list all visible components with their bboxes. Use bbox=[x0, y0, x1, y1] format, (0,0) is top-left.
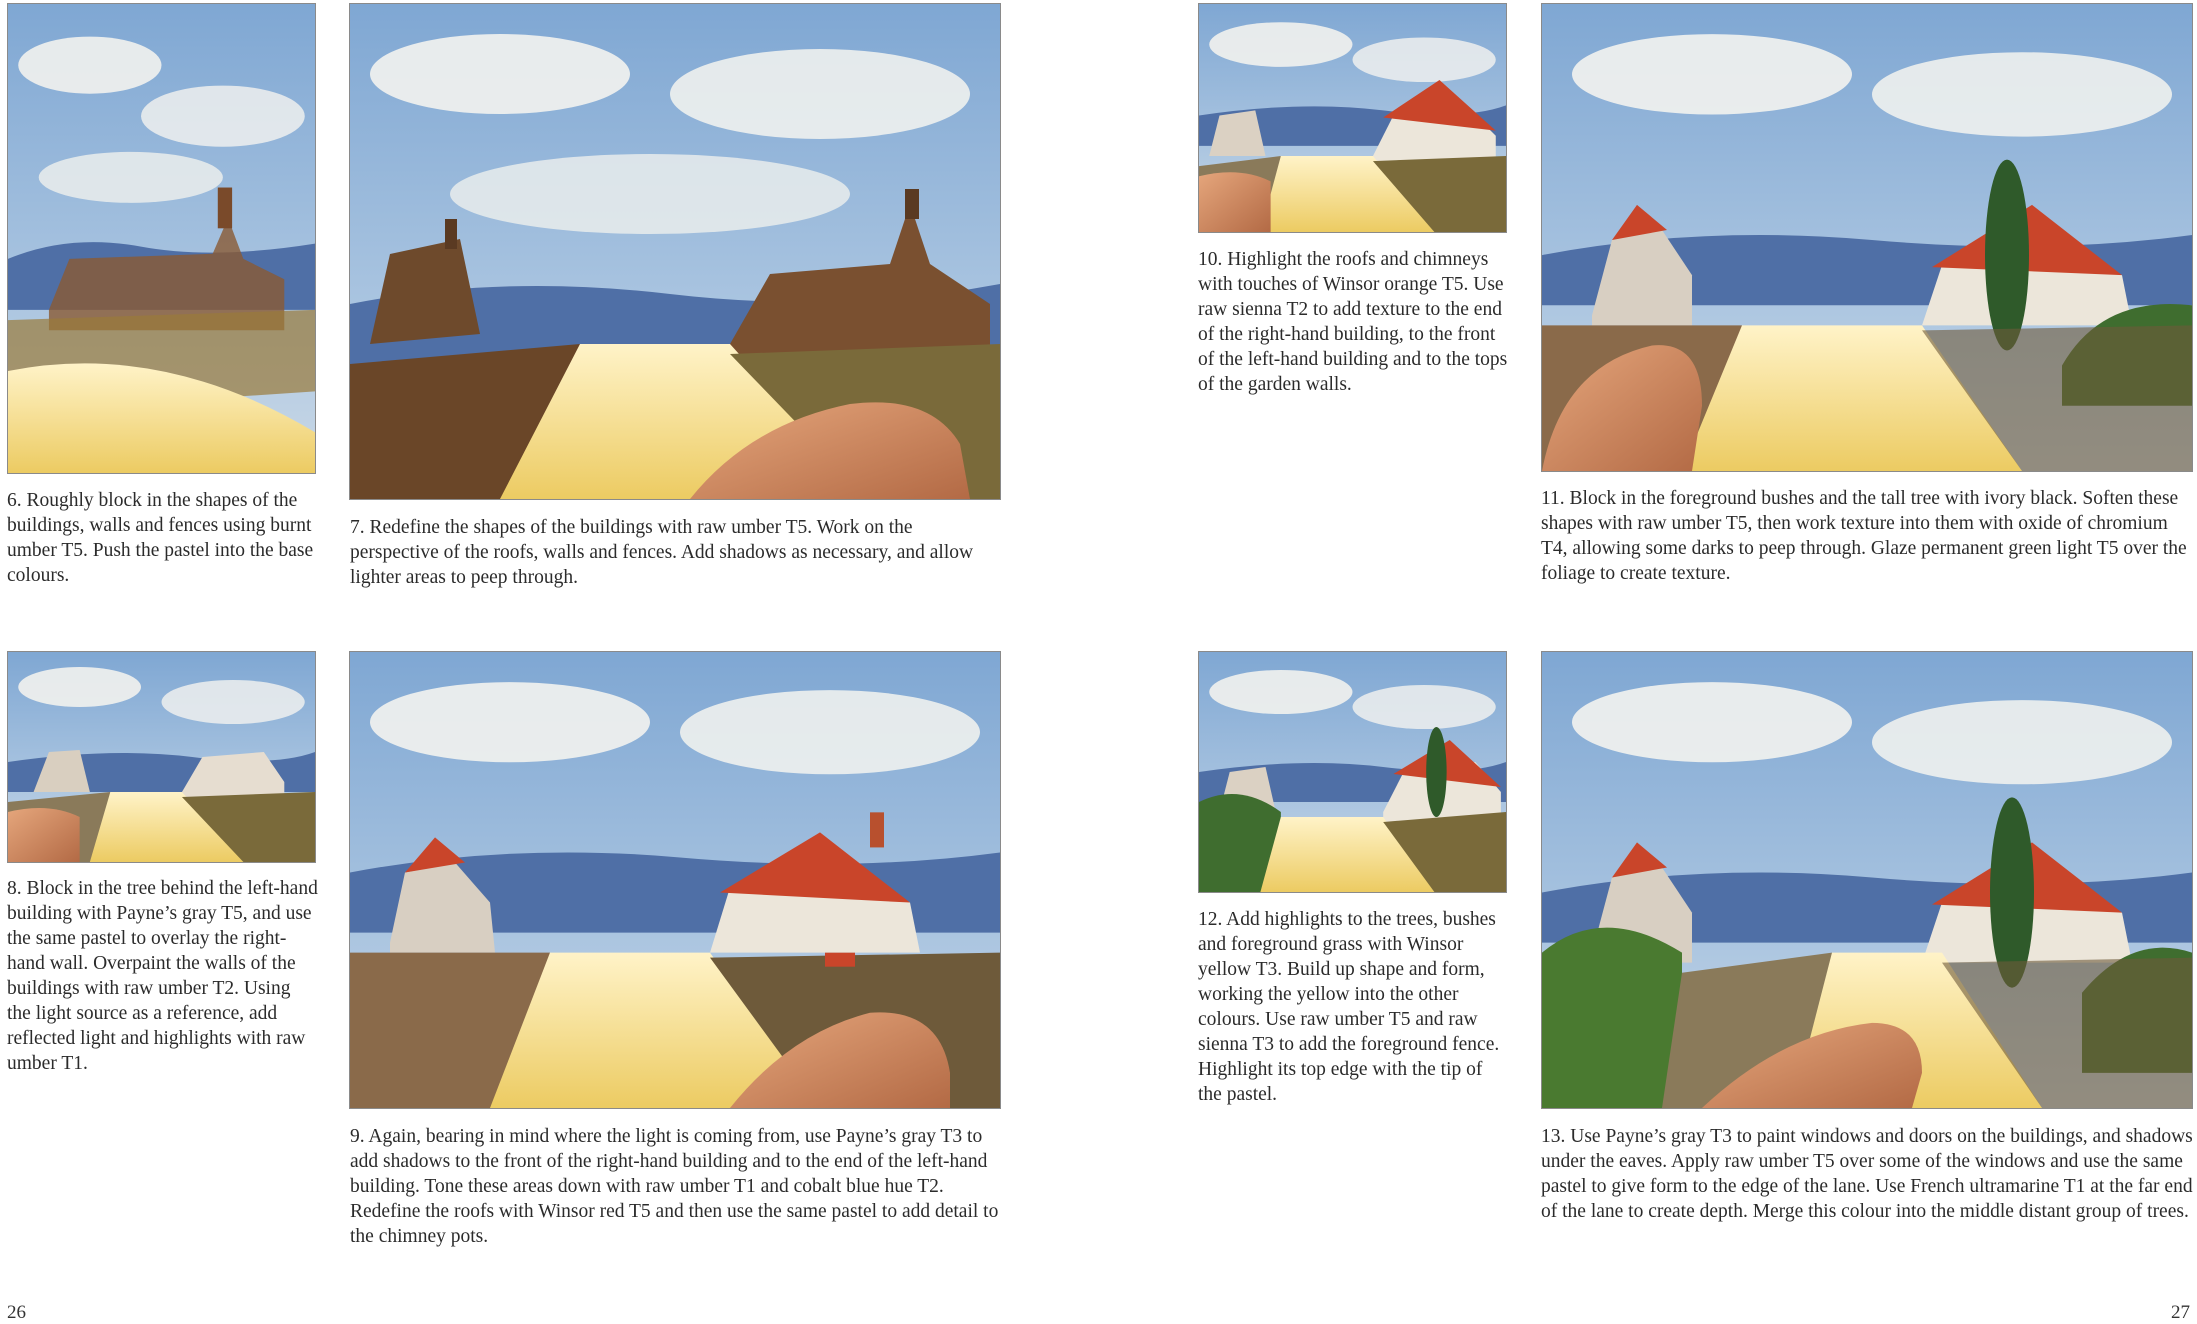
step-8-image bbox=[7, 651, 316, 863]
step-10-image bbox=[1198, 3, 1507, 233]
step-11-image bbox=[1541, 3, 2193, 472]
step-12-image bbox=[1198, 651, 1507, 893]
step-8-caption: 8. Block in the tree behind the left-hand building with Payne’s gray T5, and use the same pastel to overlay the right-hand wall. Overpaint the walls of the buildings with raw umber T2. Using the light source as a reference, add reflected light and highlights with raw umber T1. bbox=[7, 878, 318, 1074]
step-7-image bbox=[349, 3, 1001, 500]
step-6-caption: 6. Roughly block in the shapes of the buildings, walls and fences using burnt umber T5. Push the pastel into the base colours. bbox=[7, 490, 314, 586]
step-6-image bbox=[7, 3, 316, 474]
step-11-caption: 11. Block in the foreground bushes and the tall tree with ivory black. Soften these shapes with raw umber T5, then work texture into them with oxide of chromium T4, allowing some darks to peep through. Glaze permanent green light T5 over the foliage to create texture. bbox=[1541, 488, 2187, 584]
step-13-caption: 13. Use Payne’s gray T3 to paint windows and doors on the buildings, and shadows under the eaves. Apply raw umber T5 over some of the windows and use the same pastel to give form to the edge of the lane. Use French ultramarine T1 at the far end of the lane to create depth. Merge this colour into the middle distant group of trees. bbox=[1541, 1126, 2193, 1222]
left-page-number: 26 bbox=[7, 1302, 26, 1323]
step-10-caption: 10. Highlight the roofs and chimneys with touches of Winsor orange T5. Use raw sienna T2 to add texture to the end of the right-hand building, to the front of the left-hand building and to the tops of the garden walls. bbox=[1198, 249, 1508, 395]
step-9-caption: 9. Again, bearing in mind where the light is coming from, use Payne’s gray T3 to add shadows to the front of the right-hand building and to the end of the left-hand building. Tone these areas down with raw umber T1 and cobalt blue hue T2. Redefine the roofs with Winsor red T5 and then use the same pastel to add detail to the chimney pots. bbox=[350, 1126, 999, 1247]
step-13-image bbox=[1541, 651, 2193, 1109]
step-12-caption: 12. Add highlights to the trees, bushes and foreground grass with Winsor yellow T3. Build up shape and form, working the yellow into the other colours. Use raw umber T5 and raw sienna T3 to add the foreground fence. Highlight its top edge with the tip of the pastel. bbox=[1198, 909, 1500, 1105]
step-9-image bbox=[349, 651, 1001, 1109]
right-page-number: 27 bbox=[2171, 1302, 2190, 1323]
step-7-caption: 7. Redefine the shapes of the buildings with raw umber T5. Work on the perspective of the roofs, walls and fences. Add shadows as necessary, and allow lighter areas to peep through. bbox=[350, 517, 974, 588]
